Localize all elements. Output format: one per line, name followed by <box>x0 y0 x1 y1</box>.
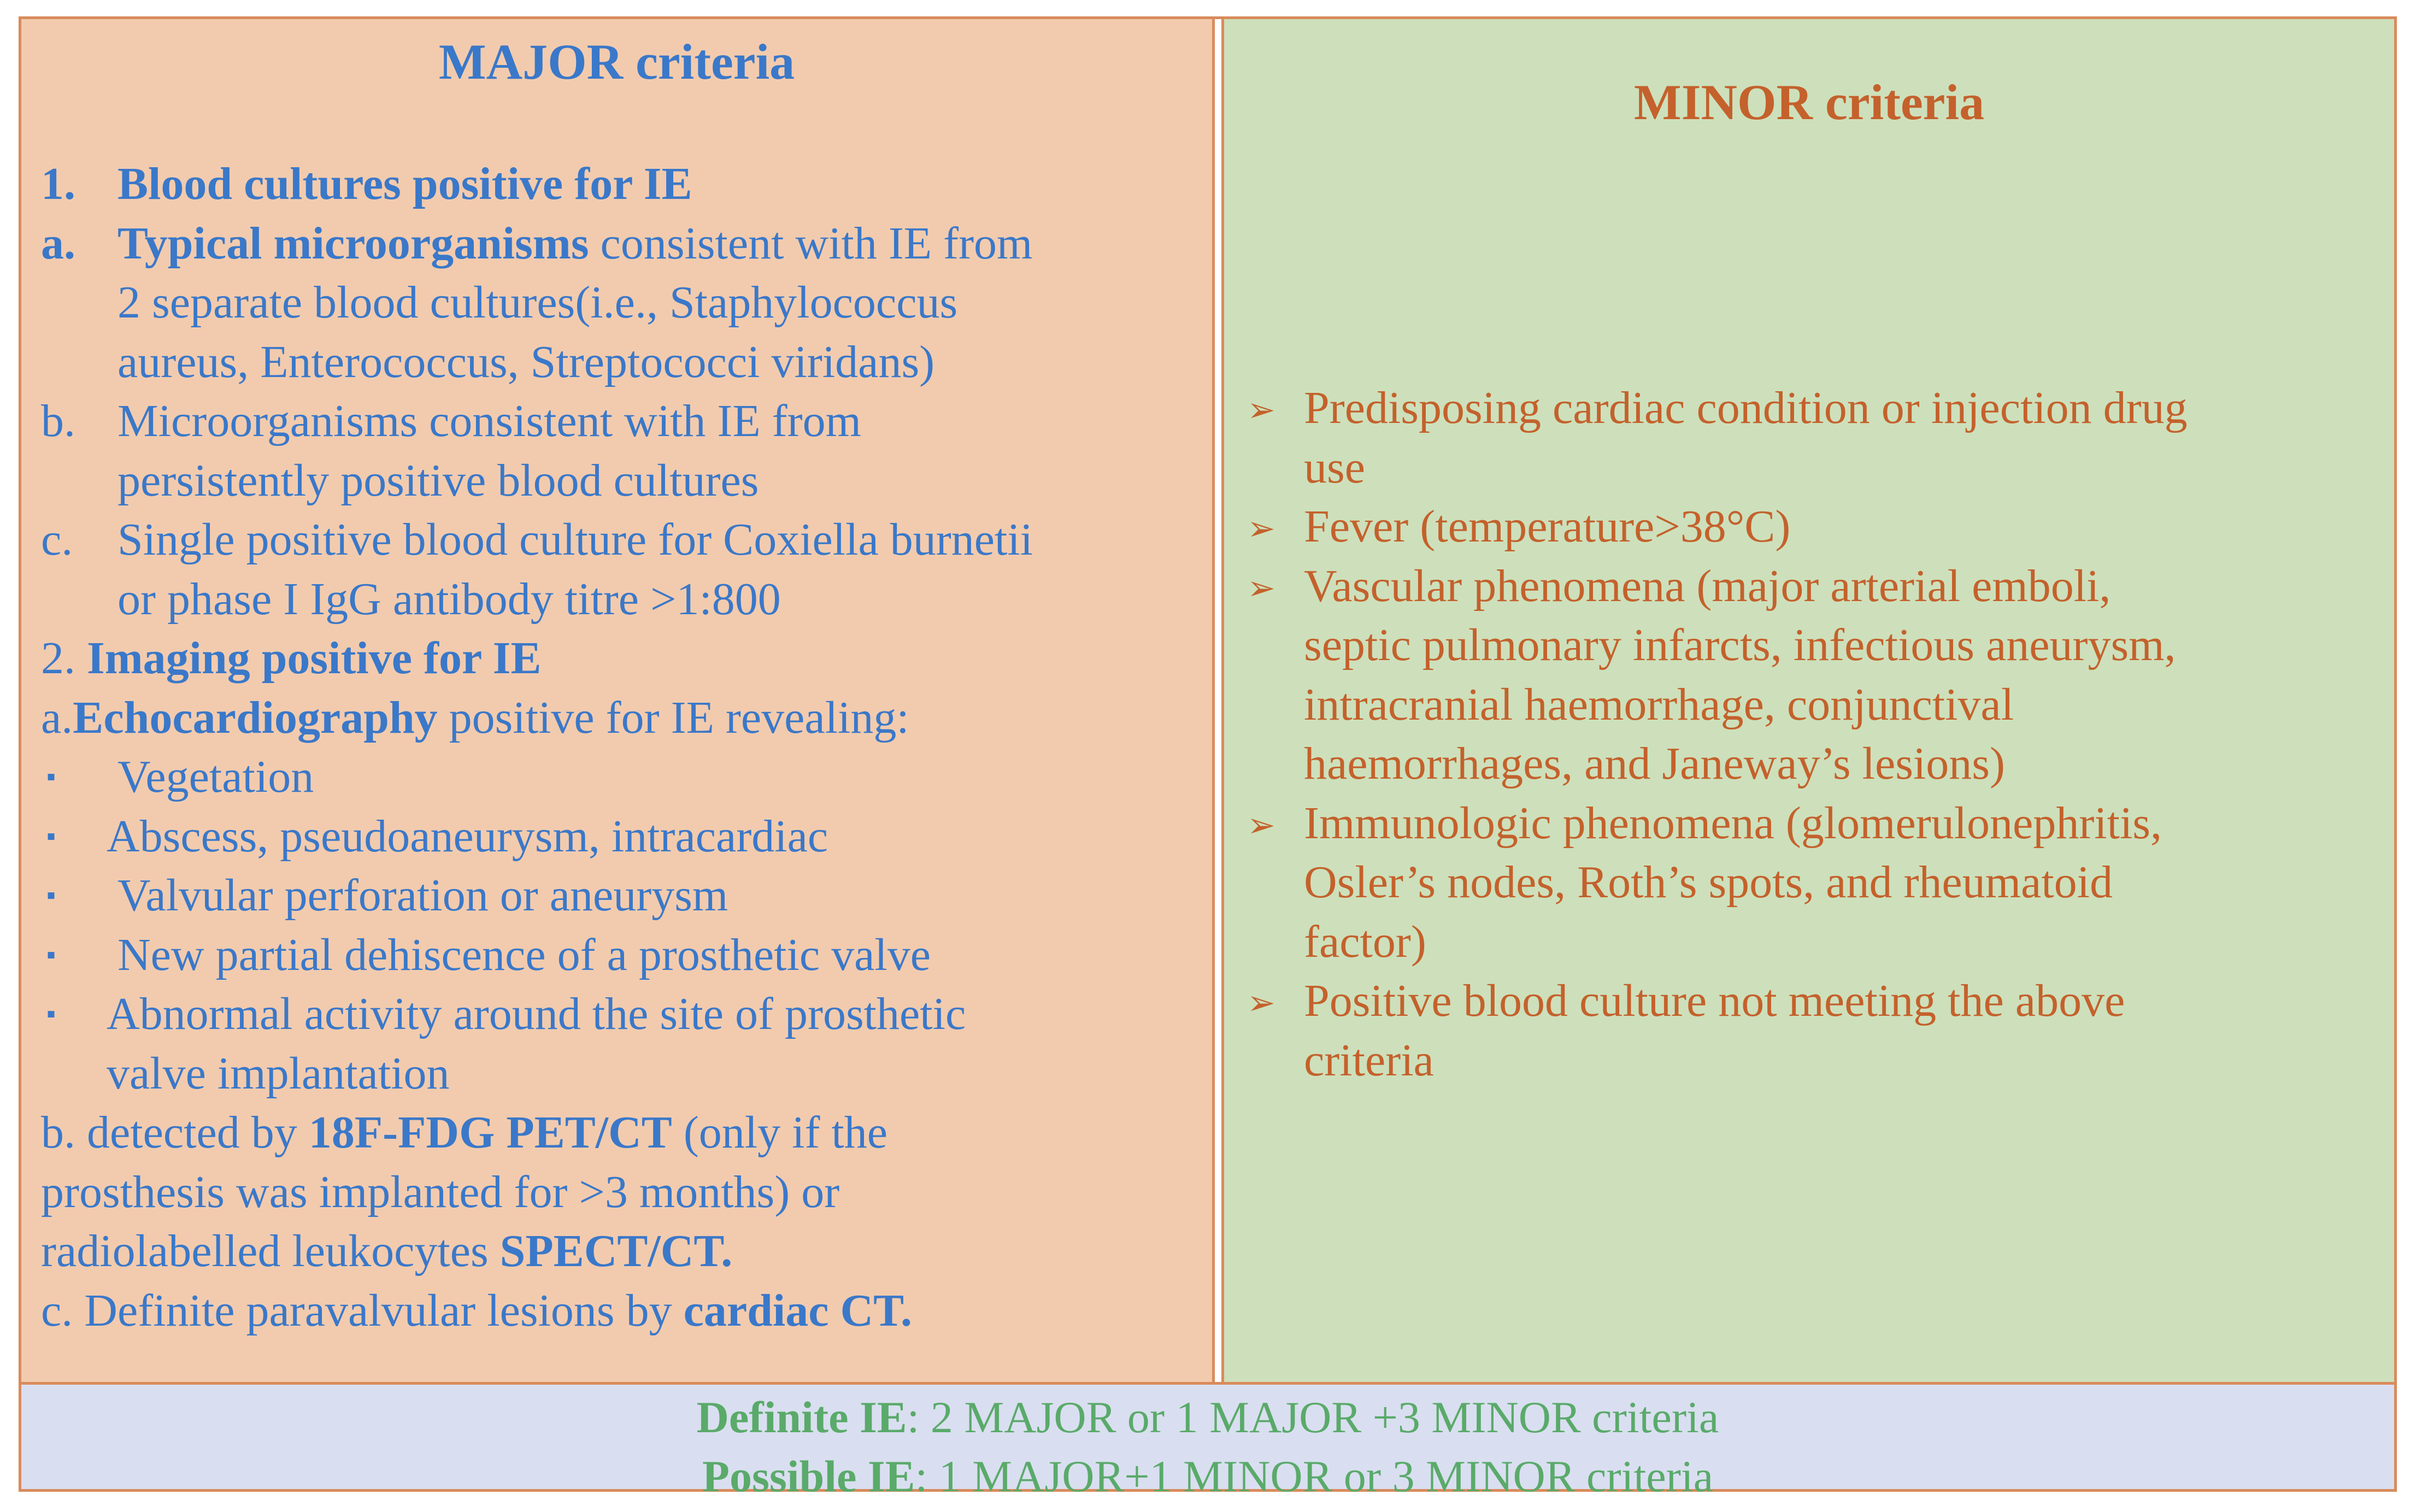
line-text: aureus, Enterococcus, Streptococci viridans) <box>117 336 935 387</box>
major-item-1-text: Blood cultures positive for IE <box>117 158 692 209</box>
minor-item <box>1247 972 2395 1031</box>
list-marker: b. <box>41 396 75 446</box>
line-text: valve implantation <box>107 1048 450 1099</box>
bullet-item <box>41 985 1205 1044</box>
major-item-1a-cont <box>41 273 1205 333</box>
line-text: Abnormal activity around the site of prosthetic <box>107 989 966 1039</box>
minor-item-cont <box>1247 1031 2395 1091</box>
line-text: Microorganisms consistent with IE from <box>117 396 861 446</box>
line-text: consistent with IE from <box>589 217 1033 269</box>
line-text: Vegetation <box>117 751 314 802</box>
line-text: prosthesis was implanted for >3 months) or <box>41 1166 840 1217</box>
major-criteria-column <box>21 19 1215 1382</box>
minor-item <box>1247 379 2395 438</box>
line-text: persistently positive blood cultures <box>117 455 759 506</box>
possible-ie-line <box>21 1447 2394 1506</box>
major-item-2b-line-3 <box>41 1222 732 1281</box>
list-marker: c. <box>41 514 73 565</box>
line-text: haemorrhages, and Janeway’s lesions) <box>1304 738 2005 789</box>
bold-term: SPECT/CT. <box>499 1226 733 1276</box>
arrow-bullet-icon: ➢ <box>1247 985 1275 1022</box>
line-text: Abscess, pseudoaneurysm, intracardiac <box>107 810 828 862</box>
bold-term: 18F-FDG PET/CT <box>308 1107 672 1158</box>
major-item-2b-cont <box>41 1163 1205 1222</box>
line-text: 2. <box>41 633 87 684</box>
major-item-1b-cont <box>41 451 1205 511</box>
line-text: Valvular perforation or aneurysm <box>117 870 728 921</box>
arrow-bullet-icon: ➢ <box>1247 392 1275 429</box>
minor-item <box>1247 497 2395 557</box>
major-item-1b <box>41 392 1205 451</box>
bullet-item <box>41 807 1205 867</box>
major-item-2c-text <box>41 1281 912 1341</box>
major-item-1a-cont <box>41 333 1205 392</box>
bold-term: Imaging positive for IE <box>87 633 542 684</box>
major-criteria-title: MAJOR criteria <box>438 34 795 90</box>
major-criteria-list <box>41 155 1205 1340</box>
bullet-item-cont <box>41 1044 1205 1104</box>
minor-item-cont <box>1247 913 2395 972</box>
line-text: Positive blood culture not meeting the above <box>1304 975 2125 1026</box>
square-bullet-icon: ▪ <box>46 999 56 1028</box>
square-bullet-icon: ▪ <box>46 940 56 969</box>
arrow-bullet-icon: ➢ <box>1247 807 1275 844</box>
minor-criteria-title: MINOR criteria <box>1633 74 1985 130</box>
arrow-bullet-icon: ➢ <box>1247 569 1275 607</box>
minor-criteria-list <box>1247 379 2395 1090</box>
major-item-2 <box>41 629 1205 689</box>
line-text: a. <box>41 692 73 743</box>
line-text: septic pulmonary infarcts, infectious aneurysm, <box>1304 620 2176 670</box>
line-text: factor) <box>1304 916 1426 967</box>
line-text: c. Definite paravalvular lesions by <box>41 1285 684 1336</box>
major-item-2b <box>41 1103 1205 1163</box>
definite-ie-line <box>21 1388 2394 1447</box>
line-text: Vascular phenomena (major arterial emboli, <box>1304 560 2111 611</box>
line-text: use <box>1304 442 1365 493</box>
line-text: New partial dehiscence of a prosthetic valve <box>117 929 931 980</box>
list-marker: a. <box>41 217 75 269</box>
line-text: Immunologic phenomena (glomerulonephritis, <box>1304 797 2162 849</box>
line-text: criteria <box>1304 1034 1434 1086</box>
major-item-2b-cont <box>41 1222 1205 1281</box>
diagnosis-summary-footer <box>21 1382 2394 1501</box>
major-item-2c <box>41 1281 1205 1341</box>
minor-item-cont <box>1247 616 2395 675</box>
minor-item <box>1247 557 2395 616</box>
line-text: Osler’s nodes, Roth’s spots, and rheumatoid <box>1304 857 2113 908</box>
definite-ie-text: : 2 MAJOR or 1 MAJOR +3 MINOR criteria <box>907 1392 1719 1442</box>
minor-item <box>1247 794 2395 854</box>
bold-term: cardiac CT. <box>683 1285 912 1336</box>
major-item-1c <box>41 510 1205 570</box>
minor-item-cont <box>1247 734 2395 794</box>
arrow-bullet-icon: ➢ <box>1247 510 1275 548</box>
minor-item-cont <box>1247 675 2395 735</box>
major-item-2a-text <box>41 689 909 748</box>
square-bullet-icon: ▪ <box>46 762 56 791</box>
bullet-item <box>41 866 1205 926</box>
line-text: radiolabelled leukocytes <box>41 1226 500 1276</box>
major-item-2-text <box>41 629 542 689</box>
major-item-1a-line-1 <box>117 214 1032 274</box>
line-text: 2 separate blood cultures(i.e., Staphylococcus <box>117 277 958 328</box>
line-text: Fever (temperature>38°C) <box>1304 501 1791 552</box>
major-item-1a <box>41 214 1205 274</box>
minor-criteria-column <box>1221 19 2394 1382</box>
possible-ie-label: Possible IE <box>702 1451 915 1501</box>
major-item-1c-cont <box>41 570 1205 629</box>
minor-item-cont <box>1247 853 2395 913</box>
line-text: (only if the <box>672 1107 888 1158</box>
square-bullet-icon: ▪ <box>46 881 56 910</box>
line-text: positive for IE revealing: <box>437 692 909 743</box>
list-marker: 1. <box>41 158 75 209</box>
bullet-item <box>41 748 1205 807</box>
line-text: or phase I IgG antibody titre >1:800 <box>117 573 781 625</box>
line-text: Predisposing cardiac condition or injection drug <box>1304 383 2188 433</box>
line-text: b. detected by <box>41 1107 309 1158</box>
bold-term: Typical microorganisms <box>117 217 589 269</box>
major-item-1 <box>41 155 1205 214</box>
major-item-2a <box>41 689 1205 748</box>
bold-term: Echocardiography <box>73 692 438 743</box>
possible-ie-text: : 1 MAJOR+1 MINOR or 3 MINOR criteria <box>915 1451 1714 1501</box>
major-item-2b-line-1 <box>41 1103 887 1163</box>
minor-item-cont <box>1247 438 2395 498</box>
criteria-table <box>19 16 2397 1501</box>
line-text: Single positive blood culture for Coxiella burnetii <box>117 514 1033 565</box>
line-text: intracranial haemorrhage, conjunctival <box>1304 679 2014 730</box>
bullet-item <box>41 926 1205 985</box>
square-bullet-icon: ▪ <box>46 821 56 851</box>
definite-ie-label: Definite IE <box>696 1392 907 1442</box>
